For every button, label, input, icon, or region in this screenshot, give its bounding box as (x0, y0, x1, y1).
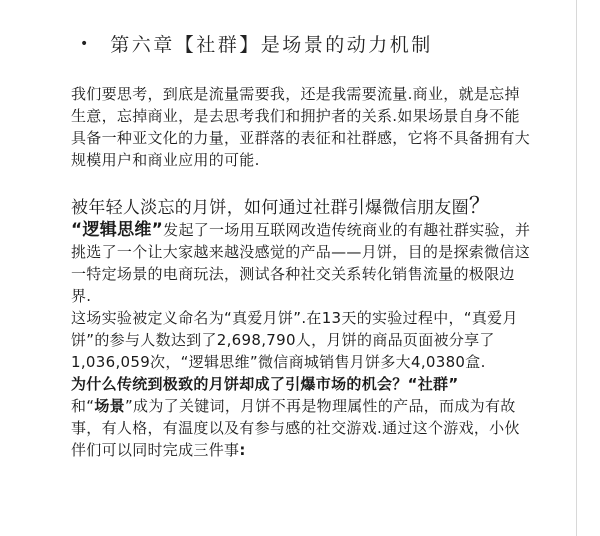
case-question (71, 196, 533, 219)
case-question-text: 被年轻人淡忘的月饼，如何通过社群引爆微信朋友圈 (71, 198, 469, 218)
title-row (80, 30, 433, 57)
conclusion-pre: 和“ (71, 397, 95, 415)
experiment-results: 这场实验被定义命名为“真爱月饼”.在13天的实验过程中，“真爱月饼”的参与人数达到了2,698,790人，月饼的商品页面被分享了1,036,059次，“逻辑思维”微信商城销售月饼多大4,0380盒. (71, 309, 518, 371)
scene-keyword: 场景 (94, 397, 125, 415)
paragraph-flow-thinking: 我们要思考，到底是流量需要我，还是我需要流量.商业，就是忘掉生意，忘掉商业，是去思考我们和拥护者的关系.如果场景自身不能具备一种亚文化的力量，亚群落的表征和社群感，它将不具备拥有大规模用户和商业应用的可能. (71, 85, 531, 169)
conclusion-colon: : (239, 441, 246, 459)
brand-name: “逻辑思维” (71, 220, 164, 240)
bold-question: 为什么传统到极致的月饼却成了引爆市场的机会？“社群” (71, 375, 459, 393)
conclusion-text: ”成为了关键词，月饼不再是物理属性的产品，而成为有故事，有人格，有温度以及有参与感的社交游戏.通过这个游戏，小伙伴们可以同时完成三件事 (71, 397, 520, 459)
case-question-mark: ？ (468, 194, 492, 219)
conclusion (71, 395, 533, 461)
slide-title: 第六章【社群】是场景的动力机制 (110, 34, 433, 56)
paragraph-mooncake-case (71, 196, 533, 461)
bullet-icon: • (80, 35, 89, 52)
case-intro-text: 发起了一场用互联网改造传统商业的有趣社群实验，并挑选了一个让大家越来越没感觉的产品——月饼，目的是探索微信这一特定场景的电商玩法，测试各种社交关系转化销售流量的极限边界. (71, 221, 531, 305)
case-intro (71, 219, 533, 307)
slide-edge-divider (576, 0, 577, 536)
